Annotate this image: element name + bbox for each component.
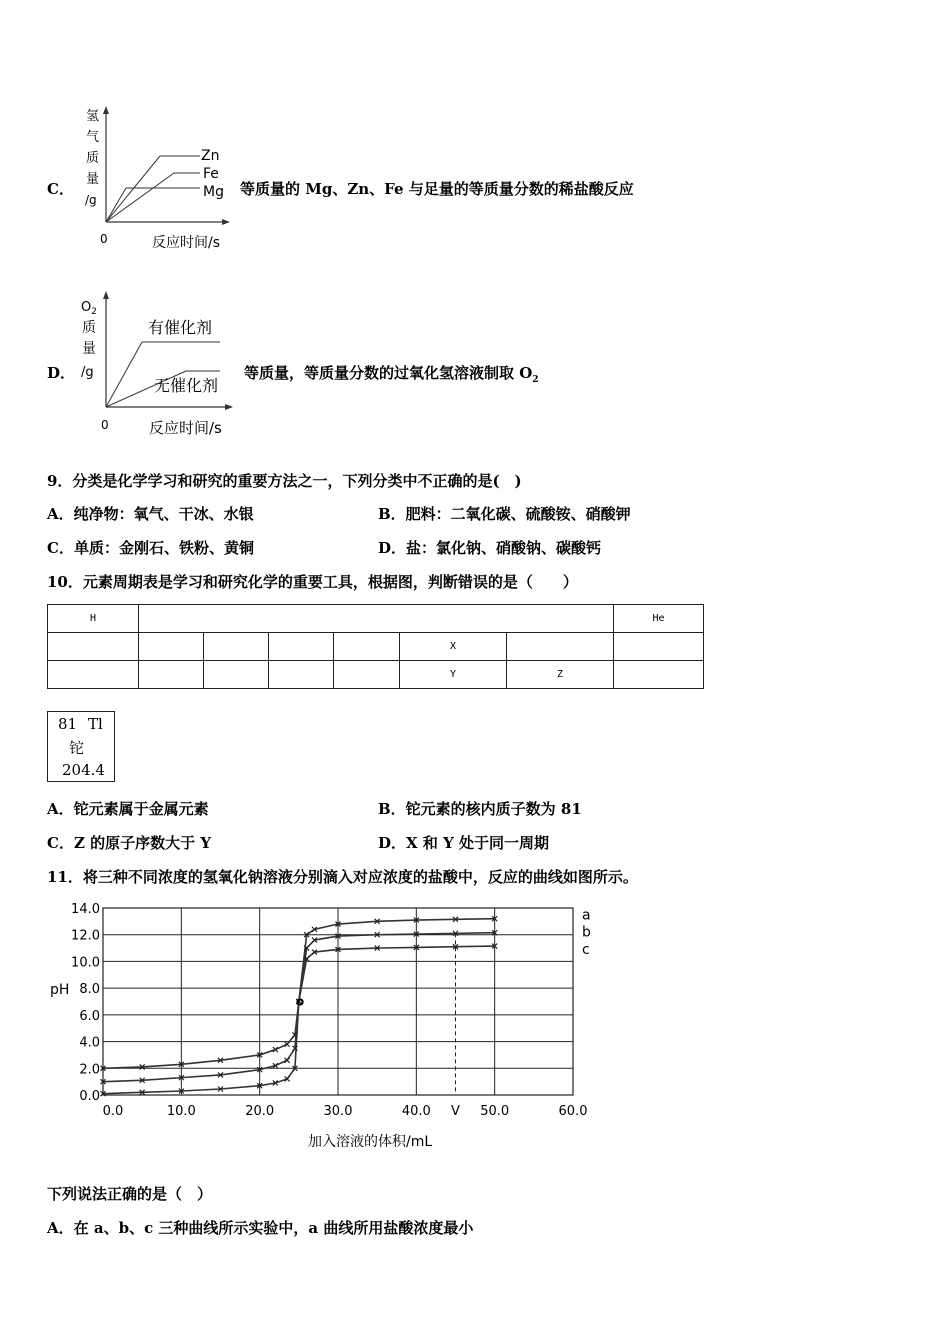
series-mg-label: Mg xyxy=(203,184,224,200)
question-9-option-a[interactable]: A．纯净物：氧气、干冰、水银 xyxy=(47,505,254,523)
y-label-unit: /g xyxy=(85,193,97,207)
series-label-c: c xyxy=(582,942,590,959)
ph-titration-chart xyxy=(40,895,620,1160)
cell-x: X xyxy=(400,633,507,661)
y-tick-label: 0.0 xyxy=(79,1089,100,1104)
x-tick-label: V xyxy=(451,1104,460,1119)
y-tick-label: 12.0 xyxy=(71,928,100,944)
origin-label: 0 xyxy=(101,418,109,432)
oxygen-mass-graph xyxy=(70,287,240,439)
y-label-char: 量 xyxy=(82,341,96,357)
y-label-char: 量 xyxy=(86,172,100,187)
question-11-option-a[interactable]: A．在 a、b、c 三种曲线所示实验中，a 曲线所用盐酸浓度最小 xyxy=(47,1219,474,1237)
x-tick-label: 50.0 xyxy=(480,1104,510,1119)
y-label-char: 气 xyxy=(86,130,100,145)
y-tick-label: 6.0 xyxy=(79,1008,100,1024)
question-9-stem: 9．分类是化学学习和研究的重要方法之一，下列分类中不正确的是( ) xyxy=(47,472,522,490)
x-tick-label: 0.0 xyxy=(102,1104,124,1119)
x-tick-label: 20.0 xyxy=(245,1104,275,1119)
y-tick-label: 14.0 xyxy=(71,902,100,917)
series-label-b: b xyxy=(582,924,591,941)
series-zn-label: Zn xyxy=(201,148,220,164)
y-tick-label: 8.0 xyxy=(79,982,100,998)
x-axis-label: 反应时间/s xyxy=(149,419,222,437)
y-label-unit: /g xyxy=(81,365,94,380)
y-tick-label: 10.0 xyxy=(71,955,100,971)
element-name: 铊 xyxy=(69,739,85,757)
x-tick-label: 60.0 xyxy=(558,1104,588,1119)
hydrogen-mass-graph xyxy=(70,100,240,255)
x-axis-label: 加入溶液的体积/mL xyxy=(308,1134,433,1150)
question-10-stem: 10．元素周期表是学习和研究化学的重要工具，根据图，判断错误的是（ ） xyxy=(47,573,578,591)
cell-blank xyxy=(139,605,614,633)
equivalence-point-label: o xyxy=(295,994,305,1009)
y-tick-label: 4.0 xyxy=(79,1035,100,1051)
series-fe-label: Fe xyxy=(203,166,219,182)
question-10-option-b[interactable]: B．铊元素的核内质子数为 81 xyxy=(378,800,582,818)
atomic-mass: 204.4 xyxy=(62,761,105,779)
question-10-option-a[interactable]: A．铊元素属于金属元素 xyxy=(47,800,209,818)
option-d-description: 等质量，等质量分数的过氧化氢溶液制取 $O_2$ xyxy=(244,364,539,385)
x-axis-label: 反应时间/s xyxy=(152,235,221,251)
y-label-o2: $O_2$ xyxy=(81,300,97,317)
question-10-option-c[interactable]: C．Z 的原子序数大于 Y xyxy=(47,834,212,852)
y-axis-label: pH xyxy=(50,982,70,998)
y-tick-label: 2.0 xyxy=(79,1062,100,1078)
cell-z: Z xyxy=(507,661,614,689)
x-tick-label: 40.0 xyxy=(401,1104,431,1119)
series-no-catalyst-label: 无催化剂 xyxy=(154,376,219,395)
y-label-char: 氢 xyxy=(86,109,100,124)
x-tick-label: 30.0 xyxy=(323,1104,353,1119)
cell-y: Y xyxy=(400,661,507,689)
question-9-option-d[interactable]: D．盐：氯化钠、硝酸钠、碳酸钙 xyxy=(378,539,602,557)
y-label-char: 质 xyxy=(82,320,96,336)
origin-label: 0 xyxy=(100,232,108,246)
question-9-option-c[interactable]: C．单质：金刚石、铁粉、黄铜 xyxy=(47,539,254,557)
question-11-prompt: 下列说法正确的是（ ） xyxy=(47,1185,213,1203)
question-11-stem: 11．将三种不同浓度的氢氧化钠溶液分别滴入对应浓度的盐酸中，反应的曲线如图所示。 xyxy=(47,868,638,886)
element-symbol: Tl xyxy=(88,715,103,733)
option-c-label[interactable]: C． xyxy=(47,180,74,198)
cell-h: H xyxy=(48,605,139,633)
y-label-char: 质 xyxy=(86,151,100,166)
option-d-label[interactable]: D． xyxy=(47,364,76,382)
question-9-option-b[interactable]: B．肥料：二氧化碳、硫酸铵、硝酸钾 xyxy=(378,505,631,523)
x-tick-label: 10.0 xyxy=(166,1104,196,1119)
question-10-option-d[interactable]: D．X 和 Y 处于同一周期 xyxy=(378,834,550,852)
thallium-element-card xyxy=(47,711,115,782)
periodic-table-fragment xyxy=(47,604,704,689)
atomic-number: 81 xyxy=(58,715,78,733)
option-c-description: 等质量的 Mg、Zn、Fe 与足量的等质量分数的稀盐酸反应 xyxy=(240,180,634,198)
cell-he: He xyxy=(614,605,704,633)
series-catalyst-label: 有催化剂 xyxy=(148,318,213,337)
series-label-a: a xyxy=(582,907,591,924)
